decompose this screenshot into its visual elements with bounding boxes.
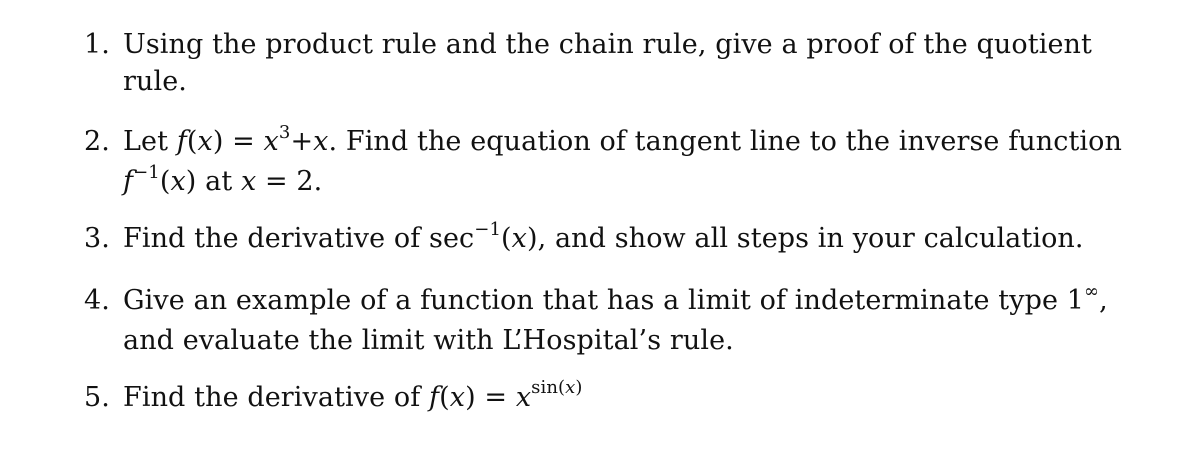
superscript: −1: [474, 219, 502, 240]
text-fragment: Let: [123, 126, 177, 157]
text-fragment: =: [223, 126, 264, 157]
problem-line: and evaluate the limit with L’Hospital’s rule.: [123, 325, 734, 356]
problem-line: Find the derivative of $\sec^{-1}(x)$, and show all steps in your calculation.: [123, 219, 1084, 254]
problem-1: [84, 26, 1104, 100]
text-fragment: Find the derivative of: [123, 382, 430, 413]
problem-line: Find the derivative of $f(x) = x^{sin(x)}$: [123, 377, 583, 413]
math-symbol: x: [240, 166, 257, 197]
math-symbol: f: [429, 382, 440, 413]
math-symbol: x: [170, 166, 186, 197]
text-fragment: . Find the equation of tangent line to the inverse function: [328, 126, 1123, 157]
math-symbol: x: [511, 223, 527, 254]
text-fragment: Find the derivative of sec: [123, 223, 475, 254]
text-fragment: +: [290, 126, 314, 157]
text-fragment: at: [196, 166, 241, 197]
text-fragment: Give an example of a function that has a limit of indeterminate type 1: [123, 285, 1085, 316]
text-fragment: , and show all steps in your calculation.: [537, 223, 1084, 254]
problem-line: $f^{-1}(x)$ at x = 2.: [123, 162, 323, 197]
problem-text: [123, 220, 1104, 260]
text-fragment: sin: [531, 377, 559, 398]
problem-3: [84, 220, 1104, 260]
math-symbol: f: [176, 126, 187, 157]
problem-5: [84, 379, 1104, 419]
problem-line: [123, 281, 1108, 322]
problem-line: rule.: [123, 66, 187, 97]
text-fragment: =: [475, 382, 516, 413]
problem-text: [123, 122, 1123, 203]
problem-text: [123, 281, 1108, 359]
problem-number: 2.: [84, 126, 110, 157]
superscript: 3: [278, 122, 291, 143]
problem-line: Using the product rule and the chain rule, give a proof of the quotient: [123, 29, 1092, 60]
math-symbol: x: [313, 126, 329, 157]
problem-2: [84, 122, 1123, 203]
problem-number: 3.: [84, 223, 110, 254]
math-symbol: x: [197, 126, 213, 157]
problem-number: 5.: [84, 382, 110, 413]
superscript: −1: [133, 162, 160, 183]
problem-number: 1.: [84, 29, 110, 60]
problem-text: [123, 26, 1104, 100]
superscript: sin(x): [531, 377, 583, 398]
math-symbol: x: [449, 382, 466, 413]
problem-text: [123, 379, 1104, 419]
problem-number: 4.: [84, 285, 110, 316]
problem-line: Let $f(x) = x^3+x$. Find the equation of tangent line to the inverse function: [123, 122, 1123, 157]
superscript: ∞: [1084, 281, 1100, 302]
text-fragment: ,: [1099, 285, 1108, 316]
math-symbol: f: [123, 166, 134, 197]
math-symbol: x: [565, 377, 576, 398]
math-symbol: x: [515, 382, 532, 413]
text-fragment: = 2.: [256, 166, 323, 197]
math-symbol: x: [263, 126, 279, 157]
problem-4: [84, 281, 1108, 359]
